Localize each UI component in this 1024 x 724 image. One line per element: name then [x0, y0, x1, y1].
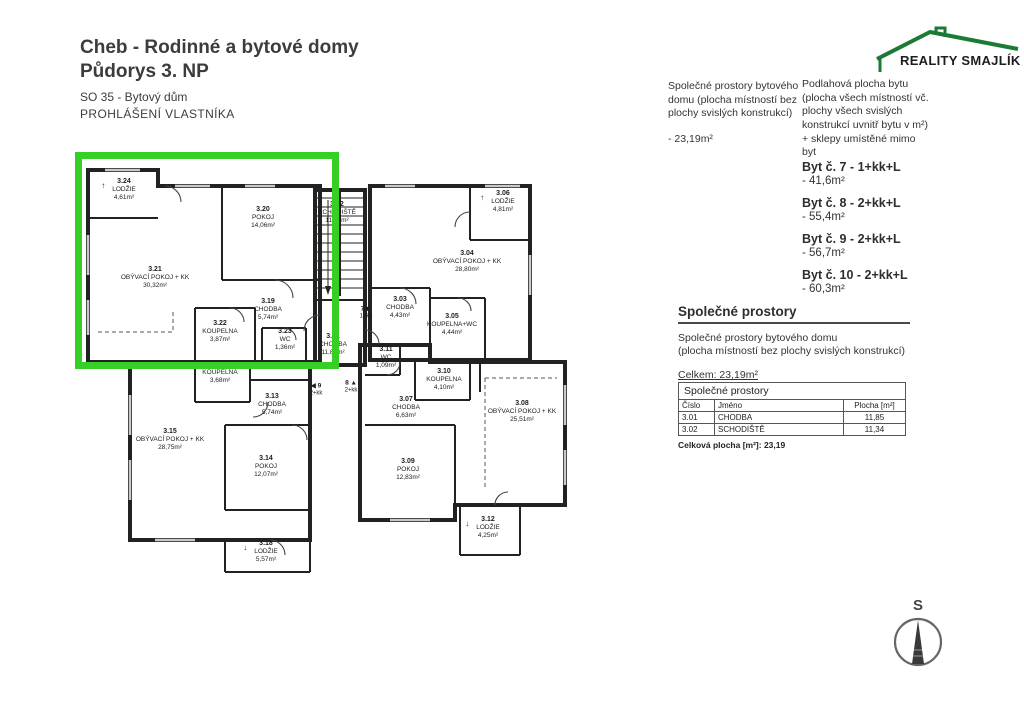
- room-name: CHODBA: [392, 404, 420, 412]
- room-area: 30,32m²: [143, 282, 167, 290]
- room-number: 3.01: [326, 333, 340, 341]
- room-area: 4,25m²: [477, 532, 499, 540]
- room-area: 4,43m²: [389, 312, 411, 320]
- room-name: CHODBA: [319, 341, 347, 349]
- room-area: 1,36m²: [274, 344, 296, 352]
- page-title-line2: Půdorys 3. NP: [80, 61, 209, 83]
- compass-icon: [888, 592, 948, 680]
- floor-plan: [70, 140, 570, 580]
- unit-marker-layer: [70, 140, 570, 580]
- room-number: 3.21: [148, 266, 162, 274]
- page-title-line1: Cheb - Rodinné a bytové domy: [80, 37, 359, 58]
- room-number: 3.02: [330, 201, 344, 209]
- room-number: 3.12: [481, 516, 495, 524]
- table-footer-total: Celková plocha [m²]: 23,19: [678, 440, 786, 450]
- apartment-entry-label: Byt č. 10 - 2+kk+L: [802, 268, 908, 282]
- room-name: OBÝVACÍ POKOJ + KK: [432, 258, 502, 266]
- apartment-entry-label: Byt č. 7 - 1+kk+L: [802, 160, 901, 174]
- room-number: 3.03: [393, 296, 407, 304]
- room-number: 3.18: [259, 540, 273, 548]
- realty-logo: [876, 26, 1024, 78]
- room-area: 4,44m²: [441, 329, 463, 337]
- room-area: 28,80m²: [455, 266, 479, 274]
- room-area: 11,34m²: [325, 217, 349, 225]
- room-number: 3.19: [261, 298, 275, 306]
- loggia-direction-arrow: ↑: [480, 193, 485, 203]
- table-cell: CHODBA: [715, 412, 844, 424]
- unit-marker-9: [310, 383, 323, 398]
- room-number: 3.05: [445, 313, 459, 321]
- room-area: 3,68m²: [209, 377, 231, 384]
- note-common-spaces-area: - 23,19m²: [668, 132, 713, 145]
- room-name: CHODBA: [254, 306, 282, 314]
- table-row: [679, 412, 906, 424]
- page-subtitle-declaration: PROHLÁŠENÍ VLASTNÍKA: [80, 106, 235, 121]
- room-number: 3.22: [213, 320, 227, 328]
- room-number: 3.15: [163, 428, 177, 436]
- room-area: 12,83m²: [396, 474, 420, 482]
- room-number: 3.13: [265, 393, 279, 401]
- apartment-entry-area: - 41,6m²: [802, 175, 845, 187]
- room-name: SCHODIŠTĚ: [318, 209, 356, 217]
- table-header-jmeno: Jméno: [715, 400, 844, 412]
- room-area: 6,63m²: [395, 412, 417, 420]
- table-header-cislo: Číslo: [679, 400, 715, 412]
- common-spaces-table: [678, 382, 906, 436]
- room-name: POKOJ: [254, 463, 278, 471]
- table-header-plocha: Plocha [m²]: [843, 400, 905, 412]
- apartment-entry-9: [802, 232, 952, 259]
- table-header-row: [679, 400, 906, 412]
- unit-marker-8: [345, 380, 358, 395]
- title-block: [80, 36, 359, 121]
- room-name: LODŽIE: [476, 524, 500, 532]
- room-area: 5,74m²: [257, 314, 279, 322]
- table-title: Společné prostory: [679, 383, 906, 400]
- room-name: OBÝVACÍ POKOJ + KK: [120, 274, 190, 282]
- unit-marker-number: 8 ▲: [345, 379, 357, 387]
- room-number: 3.10: [437, 368, 451, 376]
- apartment-entry-area: - 55,4m²: [802, 211, 845, 223]
- loggia-direction-arrow: ↓: [243, 543, 248, 553]
- apartment-list: [802, 160, 952, 304]
- room-number: 3.11: [379, 346, 393, 354]
- unit-marker-layout: 1+kk: [359, 313, 373, 320]
- room-name: POKOJ: [396, 466, 420, 474]
- room-area: 11,85m²: [321, 349, 345, 357]
- house-roof-icon: [876, 26, 1024, 78]
- room-name: CHODBA: [258, 401, 286, 409]
- room-area: 4,61m²: [113, 194, 135, 202]
- room-area: 5,57m²: [255, 556, 277, 564]
- note-common-spaces: [668, 80, 808, 147]
- apartment-entry-8: [802, 196, 952, 223]
- room-area: 4,81m²: [492, 206, 514, 214]
- room-area: 5,74m²: [261, 409, 283, 417]
- table-row: [679, 424, 906, 436]
- room-number: 3.09: [401, 458, 415, 466]
- compass: [888, 592, 948, 680]
- common-spaces-section: [678, 304, 910, 381]
- apartment-entry-10: [802, 268, 952, 295]
- room-area: 25,51m²: [510, 416, 534, 424]
- room-name: LODŽIE: [254, 548, 278, 556]
- compass-needle: [912, 620, 924, 664]
- unit-marker-layout: 2+kk: [309, 390, 323, 397]
- room-number: 3.04: [460, 250, 474, 258]
- unit-marker-number: 7 ▶: [360, 305, 372, 313]
- room-name: KOUPELNA: [202, 369, 238, 377]
- room-area: 3,87m²: [209, 336, 231, 344]
- table-cell: 3.02: [679, 424, 715, 436]
- common-spaces-total: Celkem: 23,19m²: [678, 369, 758, 381]
- room-number: 3.07: [399, 396, 413, 404]
- room-name: KOUPELNA: [202, 328, 238, 336]
- logo-text: REALITY SMAJLÍK: [900, 53, 1021, 68]
- compass-north-label: S: [912, 597, 924, 614]
- room-area: 14,06m²: [251, 222, 275, 230]
- room-name: KOUPELNA: [426, 376, 462, 384]
- unit-marker-7: [360, 306, 373, 321]
- room-area: 1,09m²: [375, 362, 397, 370]
- room-name: OBÝVACÍ POKOJ + KK: [135, 436, 205, 444]
- room-number: 3.06: [496, 190, 510, 198]
- unit-marker-layout: 2+kk: [344, 387, 358, 394]
- apartment-entry-7: [802, 160, 952, 187]
- apartment-entry-label: Byt č. 9 - 2+kk+L: [802, 232, 901, 246]
- common-spaces-line2: (plocha místností bez plochy svislých konstrukcí): [678, 345, 906, 357]
- room-number: 3.24: [117, 178, 131, 186]
- note-floor-area: Podlahová plocha bytu (plocha všech místností vč. plochy všech svislých konstrukcí uvnitř bytu v m²) + sklepy umístěné mimo byt: [802, 78, 929, 159]
- room-area: 12,07m²: [254, 471, 278, 479]
- note-common-spaces-text: Společné prostory bytového domu (plocha místností bez plochy svislých konstrukcí): [668, 80, 799, 120]
- room-number: 3.23: [278, 328, 292, 336]
- table-cell: 11,34: [843, 424, 905, 436]
- room-name: OBÝVACÍ POKOJ + KK: [487, 408, 557, 416]
- page-subtitle-building: SO 35 - Bytový dům: [80, 89, 188, 104]
- loggia-direction-arrow: ↑: [101, 181, 106, 191]
- table-cell: SCHODIŠTĚ: [715, 424, 844, 436]
- table-cell: 11,85: [843, 412, 905, 424]
- room-name: KOUPELNA+WC: [426, 321, 478, 329]
- room-name: POKOJ: [251, 214, 275, 222]
- room-area: 4,10m²: [433, 384, 455, 392]
- unit-marker-number: ◀ 9: [310, 382, 322, 390]
- table-title-row: [679, 383, 906, 400]
- room-number: 3.08: [515, 400, 529, 408]
- apartment-entry-area: - 60,3m²: [802, 283, 845, 295]
- common-spaces-heading: Společné prostory: [678, 304, 910, 324]
- room-name: CHODBA: [386, 304, 414, 312]
- common-spaces-line1: Společné prostory bytového domu: [678, 332, 838, 344]
- room-name: WC: [279, 336, 291, 344]
- room-name: LODŽIE: [491, 198, 515, 206]
- apartment-entry-label: Byt č. 8 - 2+kk+L: [802, 196, 901, 210]
- room-area: 28,75m²: [158, 444, 182, 452]
- room-number: 3.20: [256, 206, 270, 214]
- room-name: LODŽIE: [112, 186, 136, 194]
- room-name: WC: [380, 354, 392, 362]
- loggia-direction-arrow: ↓: [465, 519, 470, 529]
- table-cell: 3.01: [679, 412, 715, 424]
- apartment-entry-area: - 56,7m²: [802, 247, 845, 259]
- room-number: 3.14: [259, 455, 273, 463]
